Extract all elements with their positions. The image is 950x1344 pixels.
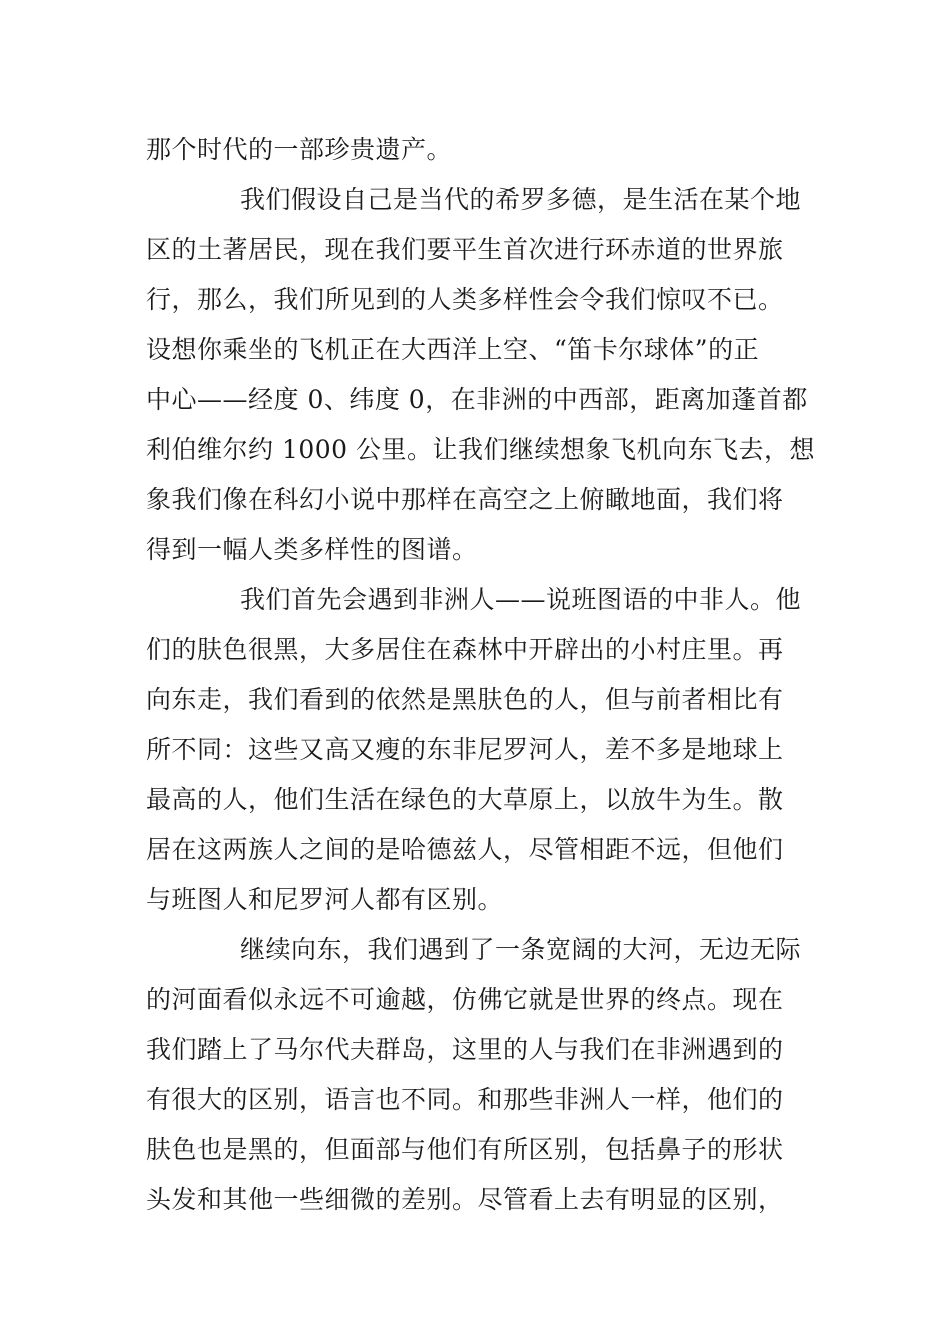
- text-line: 最高的人，他们生活在绿色的大草原上，以放牛为生。散: [146, 785, 784, 814]
- text-line: 所不同：这些又高又瘦的东非尼罗河人，差不多是地球上: [146, 735, 784, 764]
- text-line: 我们踏上了马尔代夫群岛，这里的人与我们在非洲遇到的: [146, 1035, 784, 1064]
- paragraph-first-line: 继续向东，我们遇到了一条宽阔的大河，无边无际: [240, 935, 802, 964]
- text-line: 设想你乘坐的飞机正在大西洋上空、“笛卡尔球体”的正: [146, 335, 760, 364]
- text-line: 那个时代的一部珍贵遗产。: [146, 135, 453, 164]
- text-line: 象我们像在科幻小说中那样在高空之上俯瞰地面，我们将: [146, 485, 784, 514]
- text-line: 肤色也是黑的，但面部与他们有所区别，包括鼻子的形状: [146, 1135, 784, 1164]
- text-line: 利伯维尔约 1000 公里。让我们继续想象飞机向东飞去，想: [146, 435, 816, 464]
- text-line: 有很大的区别，语言也不同。和那些非洲人一样，他们的: [146, 1085, 784, 1114]
- text-line: 得到一幅人类多样性的图谱。: [146, 535, 478, 564]
- text-line: 中心——经度 0、纬度 0，在非洲的中西部，距离加蓬首都: [146, 385, 808, 414]
- text-line: 区的土著居民，现在我们要平生首次进行环赤道的世界旅: [146, 235, 784, 264]
- text-line: 向东走，我们看到的依然是黑肤色的人，但与前者相比有: [146, 685, 784, 714]
- text-line: 居在这两族人之间的是哈德兹人，尽管相距不远，但他们: [146, 835, 784, 864]
- text-line: 与班图人和尼罗河人都有区别。: [146, 885, 504, 914]
- text-line: 头发和其他一些细微的差别。尽管看上去有明显的区别，: [146, 1185, 784, 1214]
- text-line: 行，那么，我们所见到的人类多样性会令我们惊叹不已。: [146, 285, 784, 314]
- paragraph-first-line: 我们假设自己是当代的希罗多德，是生活在某个地: [240, 185, 802, 214]
- body-text: [146, 125, 816, 1225]
- paragraph-first-line: 我们首先会遇到非洲人——说班图语的中非人。他: [240, 585, 802, 614]
- text-line: 们的肤色很黑，大多居住在森林中开辟出的小村庄里。再: [146, 635, 784, 664]
- text-line: 的河面看似永远不可逾越，仿佛它就是世界的终点。现在: [146, 985, 784, 1014]
